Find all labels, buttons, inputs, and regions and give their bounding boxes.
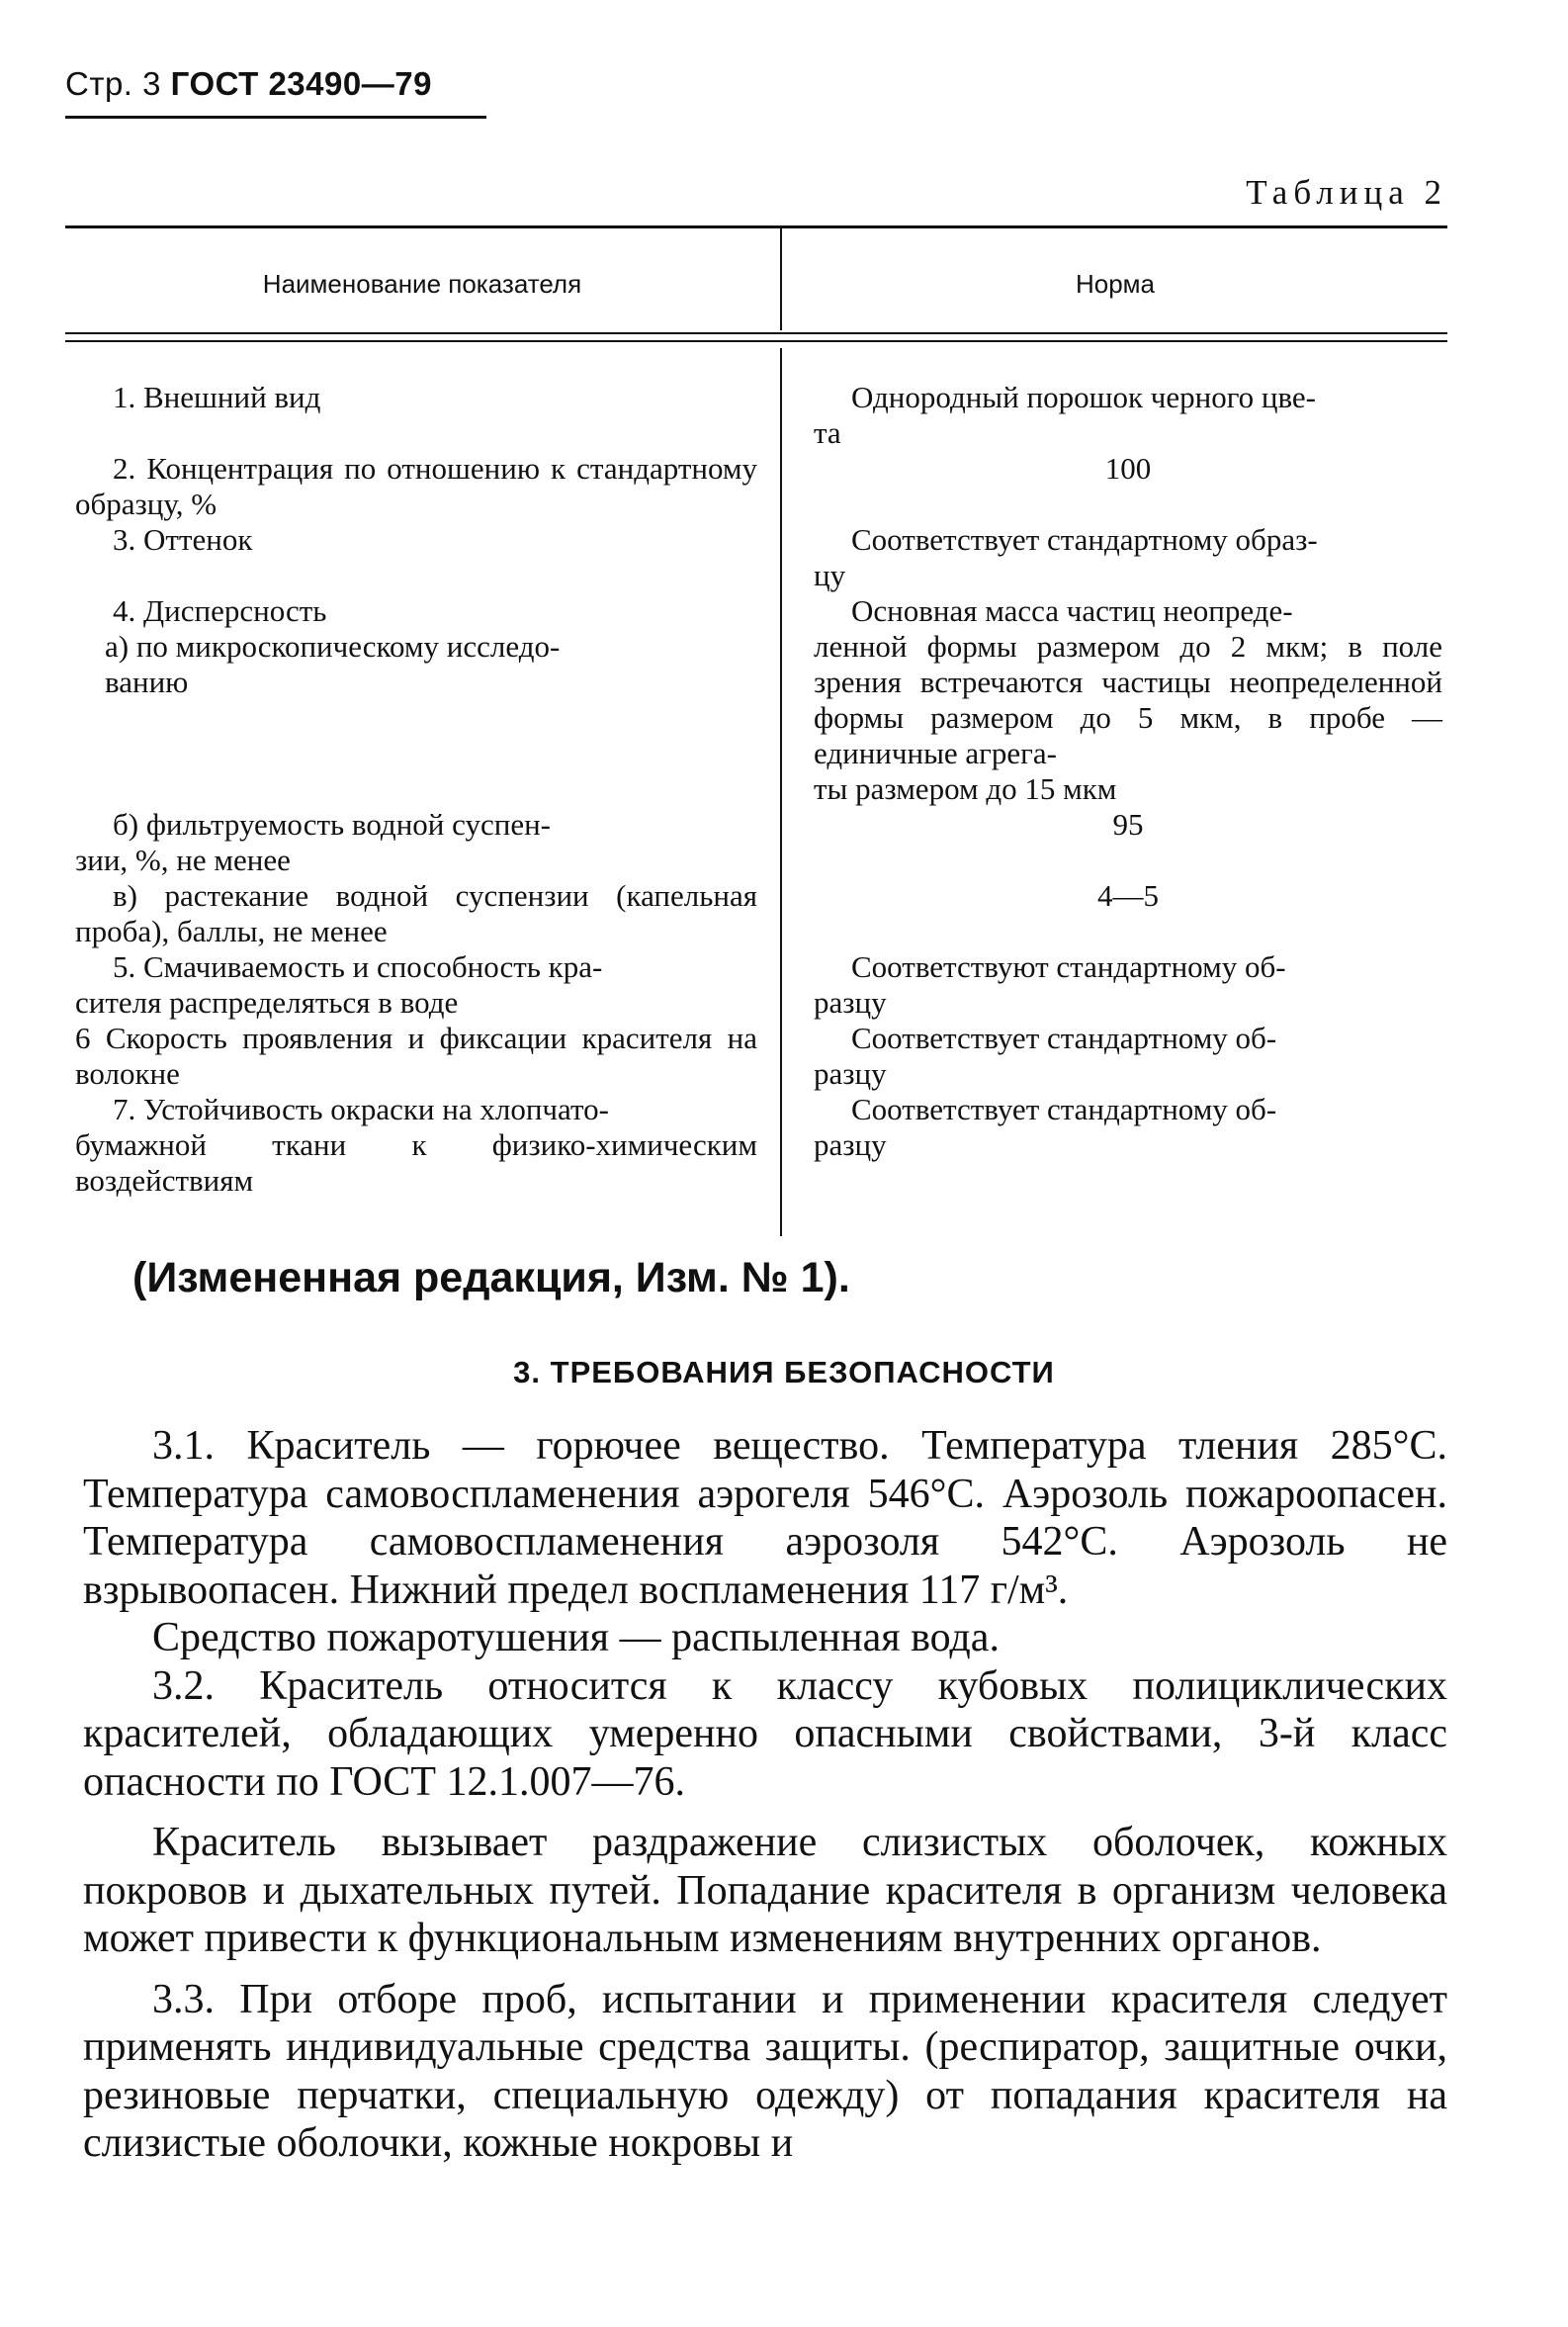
table-header-rule [65,340,1447,342]
row-7-name: 7. Устойчивость окраски на хлопчато- бумажной ткани к физико-химическим воздействиям [75,1092,757,1198]
row-4a-name: а) по микроскопическому исследо- ванию [105,629,561,699]
row-5-name: 5. Смачиваемость и способность кра- сителя распределяться в воде [75,949,603,1020]
row-4c-norm: 4—5 [1097,878,1159,913]
table-top-rule [65,225,1447,228]
row-5-norm: Соответствуют стандартному об- разцу [814,949,1286,1020]
row-7-norm: Соответствует стандартному об- разцу [814,1092,1277,1162]
paragraph: Средство пожаротушения — распыленная вода. [152,1615,1000,1660]
row-6-norm: Соответствует стандартному об- разцу [814,1021,1277,1091]
page-number: Стр. 3 [65,65,161,102]
page-header [65,65,432,103]
row-2-norm: 100 [1104,451,1152,486]
section-title: 3. ТРЕБОВАНИЯ БЕЗОПАСНОСТИ [513,1355,1055,1389]
section-body [83,1422,1447,2168]
row-4b-norm: 95 [1112,807,1144,842]
row-3-norm: Соответствует стандартному образ- цу [814,522,1318,592]
paragraph: 3.2. Краситель относится к классу кубовых полициклических красителей, обладающих умеренно опасными свойствами, 3-й класс опасности по ГОСТ 12.1.007—76. [83,1662,1447,1805]
paragraph: 3.1. Краситель — горючее вещество. Температура тления 285°С. Температура самовоспламенения аэрогеля 546°С. Аэрозоль пожароопасен. Температура самовоспламенения аэрозоля 542°С. Аэрозоль не взрывоопасен. Нижний предел воспламенения 117 г/м³. [83,1423,1447,1613]
row-6-name: 6 Скорость проявления и фиксации красителя на волокне [75,1021,757,1091]
table-column-divider [780,348,782,1236]
row-1-norm: Однородный порошок черного цве- та [814,380,1317,450]
paragraph: 3.3. При отборе проб, испытании и применении красителя следует применять индивидуальные средства защиты. (респиратор, защитные очки, резиновые перчатки, специальную одежду) от попадания красителя на слизистые оболочки, кожные нокровы и [83,1976,1447,2166]
row-4-name: 4. Дисперсность [113,593,327,628]
row-4a-norm: Основная масса частиц неопреде- ленной формы размером до 2 мкм; в поле зрения встречаются частицы неопределенной формы размером до 5 мкм, в пробе — единичные агрега- ты размером до 15 мкм [814,593,1442,806]
row-2-name: 2. Концентрация по отношению к стандартному образцу, % [75,451,757,521]
row-3-name: 3. Оттенок [113,522,253,557]
amendment-note: (Измененная редакция, Изм. № 1). [132,1254,850,1301]
standard-number: ГОСТ 23490—79 [170,65,432,102]
table-caption: Таблица 2 [1246,173,1447,212]
header-rule [65,116,486,119]
row-1-name: 1. Внешний вид [113,380,321,414]
paragraph: Краситель вызывает раздражение слизистых оболочек, кожных покровов и дыхательных путей. Попадание красителя в организм человека может привести к функциональным изменениям внутренних органов. [83,1820,1447,1961]
table-header-name: Наименование показателя [262,269,582,299]
row-4c-name: в) растекание водной суспензии (капельная проба), баллы, не менее [75,878,757,948]
table-column-divider [780,227,782,330]
table-header-norm: Норма [1075,269,1156,299]
table-header-rule [65,332,1447,334]
row-4b-name: б) фильтруемость водной суспен- зии, %, не менее [75,807,552,877]
